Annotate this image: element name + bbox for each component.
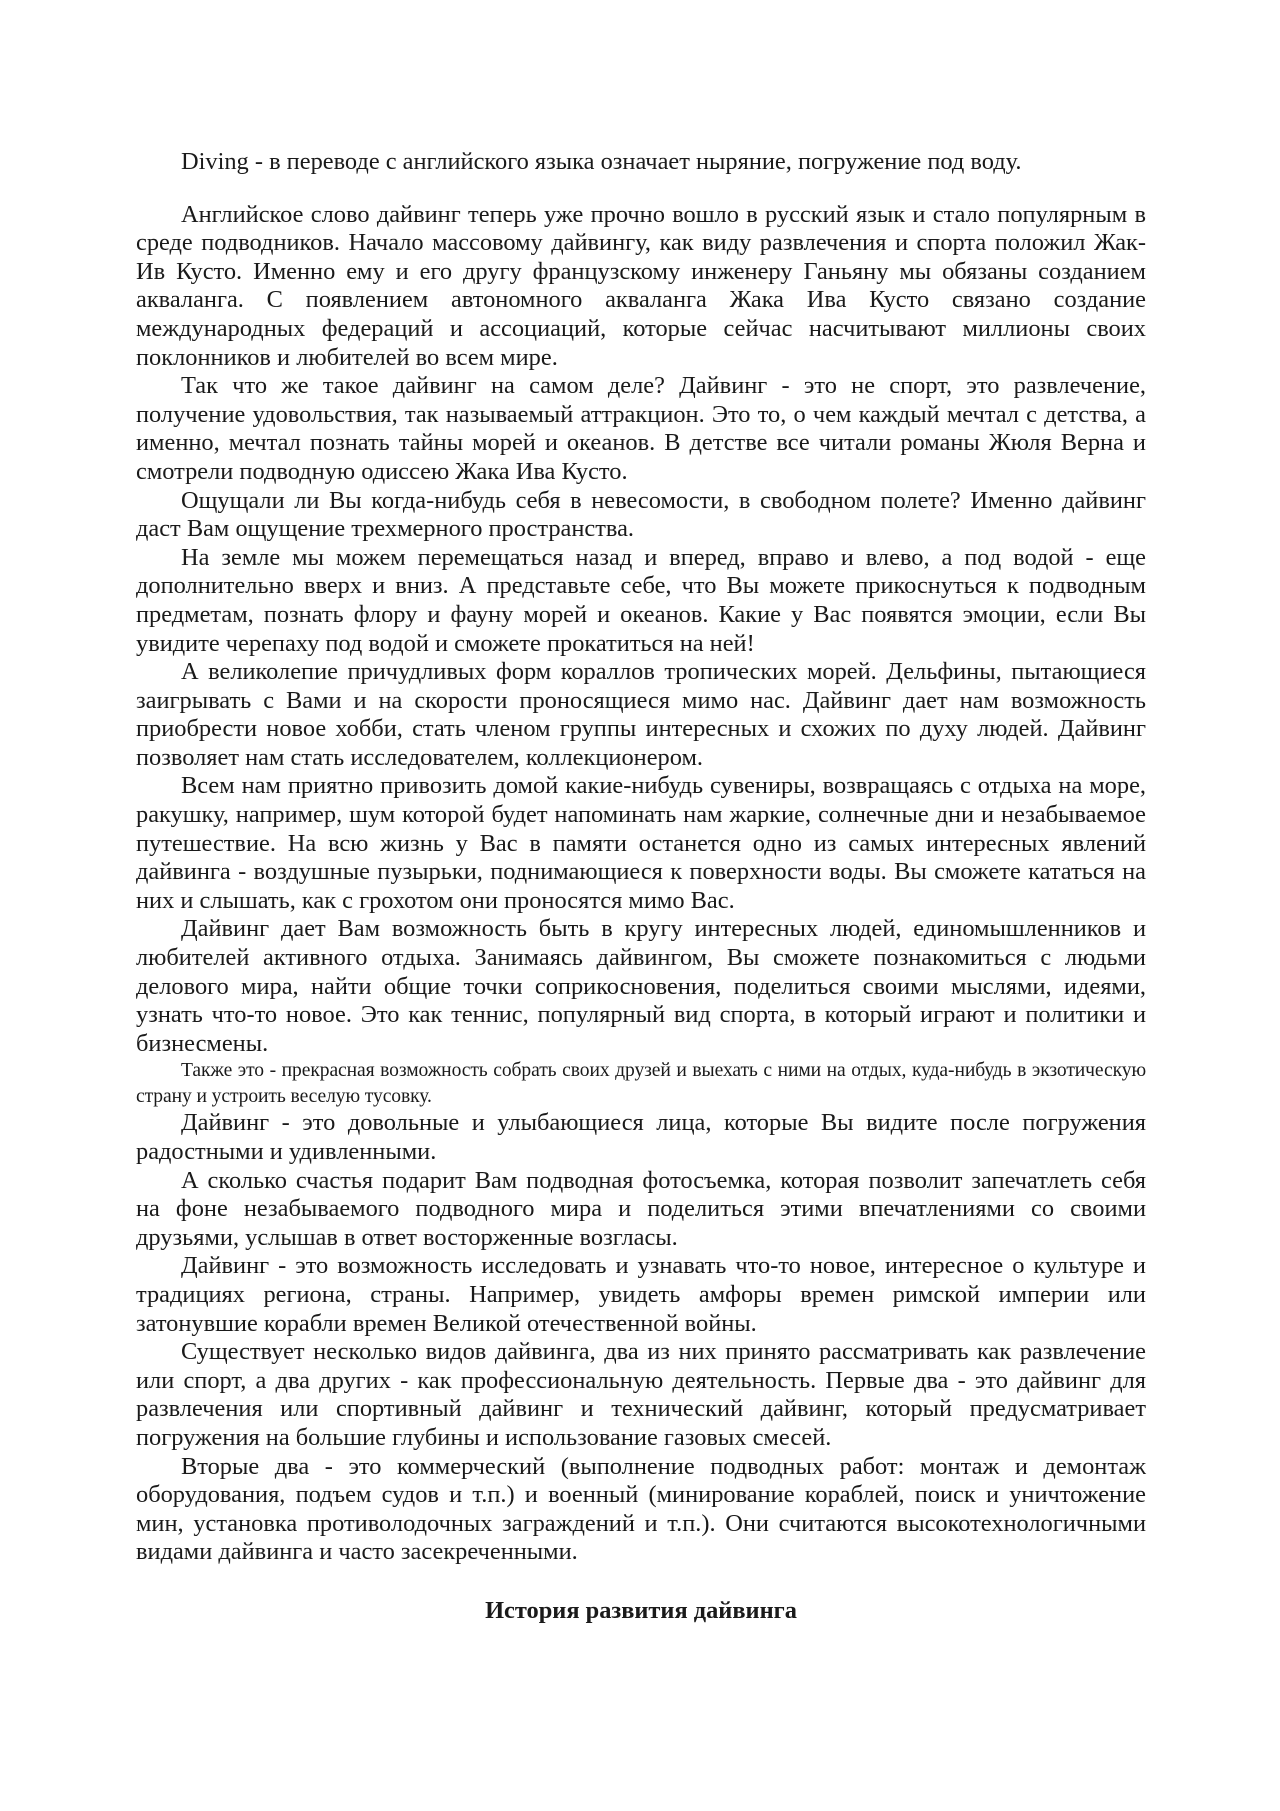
section-heading: История развития дайвинга [485, 1596, 797, 1624]
paragraph: А сколько счастья подарит Вам подводная фотосъемка, которая позволит запечатлеть себя на фоне незабываемого подводного мира и поделиться этими впечатлениями со своими друзьями, услышав в ответ восторженные возгласы. [136, 1166, 1146, 1251]
paragraph-intro: Diving - в переводе с английского языка означает ныряние, погружение под воду. [181, 148, 1022, 175]
paragraph: Дайвинг - это возможность исследовать и узнавать что-то новое, интересное о культуре и традициях региона, страны. Например, увидеть амфоры времен римской империи или затонувшие корабли времен Великой отечественной войны. [136, 1252, 1146, 1337]
paragraph: Английское слово дайвинг теперь уже прочно вошло в русский язык и стало популярным в среде подводников. Начало массовому дайвингу, как виду развлечения и спорта положил Жак-Ив Кусто. Именно ему и его другу французскому инженеру Ганьяну мы обязаны созданием акваланга. С появлением автономного акваланга Жака Ива Кусто связано создание международных федераций и ассоциаций, которые сейчас насчитывают миллионы своих поклонников и любителей во всем мире. [136, 200, 1146, 371]
paragraph-small: Также это - прекрасная возможность собрать своих друзей и выехать с ними на отдых, куда-нибудь в экзотическую страну и устроить веселую тусовку. [136, 1060, 1146, 1107]
paragraph: Существует несколько видов дайвинга, два из них принято рассматривать как развлечение или спорт, а два других - как профессиональную деятельность. Первые два - это дайвинг для развлечения или спортивный дайвинг и технический дайвинг, который предусматривает погружения на большие глубины и использование газовых смесей. [136, 1338, 1146, 1451]
paragraph: Дайвинг дает Вам возможность быть в кругу интересных людей, единомышленников и любителей активного отдыха. Занимаясь дайвингом, Вы сможете познакомиться с людьми делового мира, найти общие точки соприкосновения, поделиться своими мыслями, идеями, узнать что-то новое. Это как теннис, популярный вид спорта, в который играют и политики и бизнесмены. [136, 915, 1146, 1057]
paragraph: Вторые два - это коммерческий (выполнение подводных работ: монтаж и демонтаж оборудования, подъем судов и т.п.) и военный (минирование кораблей, поиск и уничтожение мин, установка противолодочных заграждений и т.п.). Они считаются высокотехнологичными видами дайвинга и часто засекреченными. [136, 1452, 1146, 1566]
paragraph: Так что же такое дайвинг на самом деле? Дайвинг - это не спорт, это развлечение, получение удовольствия, так называемый аттракцион. Это то, о чем каждый мечтал с детства, а именно, мечтал познать тайны морей и океанов. В детстве все читали романы Жюля Верна и смотрели подводную одиссею Жака Ива Кусто. [136, 372, 1146, 485]
paragraph: На земле мы можем перемещаться назад и вперед, вправо и влево, а под водой - еще дополнительно вверх и вниз. А представьте себе, что Вы можете прикоснуться к подводным предметам, познать флору и фауну морей и океанов. Какие у Вас появятся эмоции, если Вы увидите черепаху под водой и сможете прокатиться на ней! [136, 543, 1146, 657]
paragraph: Всем нам приятно привозить домой какие-нибудь сувениры, возвращаясь с отдыха на море, ракушку, например, шум которой будет напоминать нам жаркие, солнечные дни и незабываемое путешествие. На всю жизнь у Вас в памяти останется одно из самых интересных явлений дайвинга - воздушные пузырьки, поднимающиеся к поверхности воды. Вы сможете кататься на них и слышать, как с грохотом они проносятся мимо Вас. [136, 772, 1146, 914]
paragraph: Дайвинг - это довольные и улыбающиеся лица, которые Вы видите после погружения радостными и удивленными. [136, 1109, 1146, 1165]
paragraph: Ощущали ли Вы когда-нибудь себя в невесомости, в свободном полете? Именно дайвинг даст Вам ощущение трехмерного пространства. [136, 486, 1146, 543]
paragraph: А великолепие причудливых форм кораллов тропических морей. Дельфины, пытающиеся заигрывать с Вами и на скорости проносящиеся мимо нас. Дайвинг дает нам возможность приобрести новое хобби, стать членом группы интересных и схожих по духу людей. Дайвинг позволяет нам стать исследователем, коллекционером. [136, 658, 1146, 771]
document-page [136, 148, 1146, 1626]
